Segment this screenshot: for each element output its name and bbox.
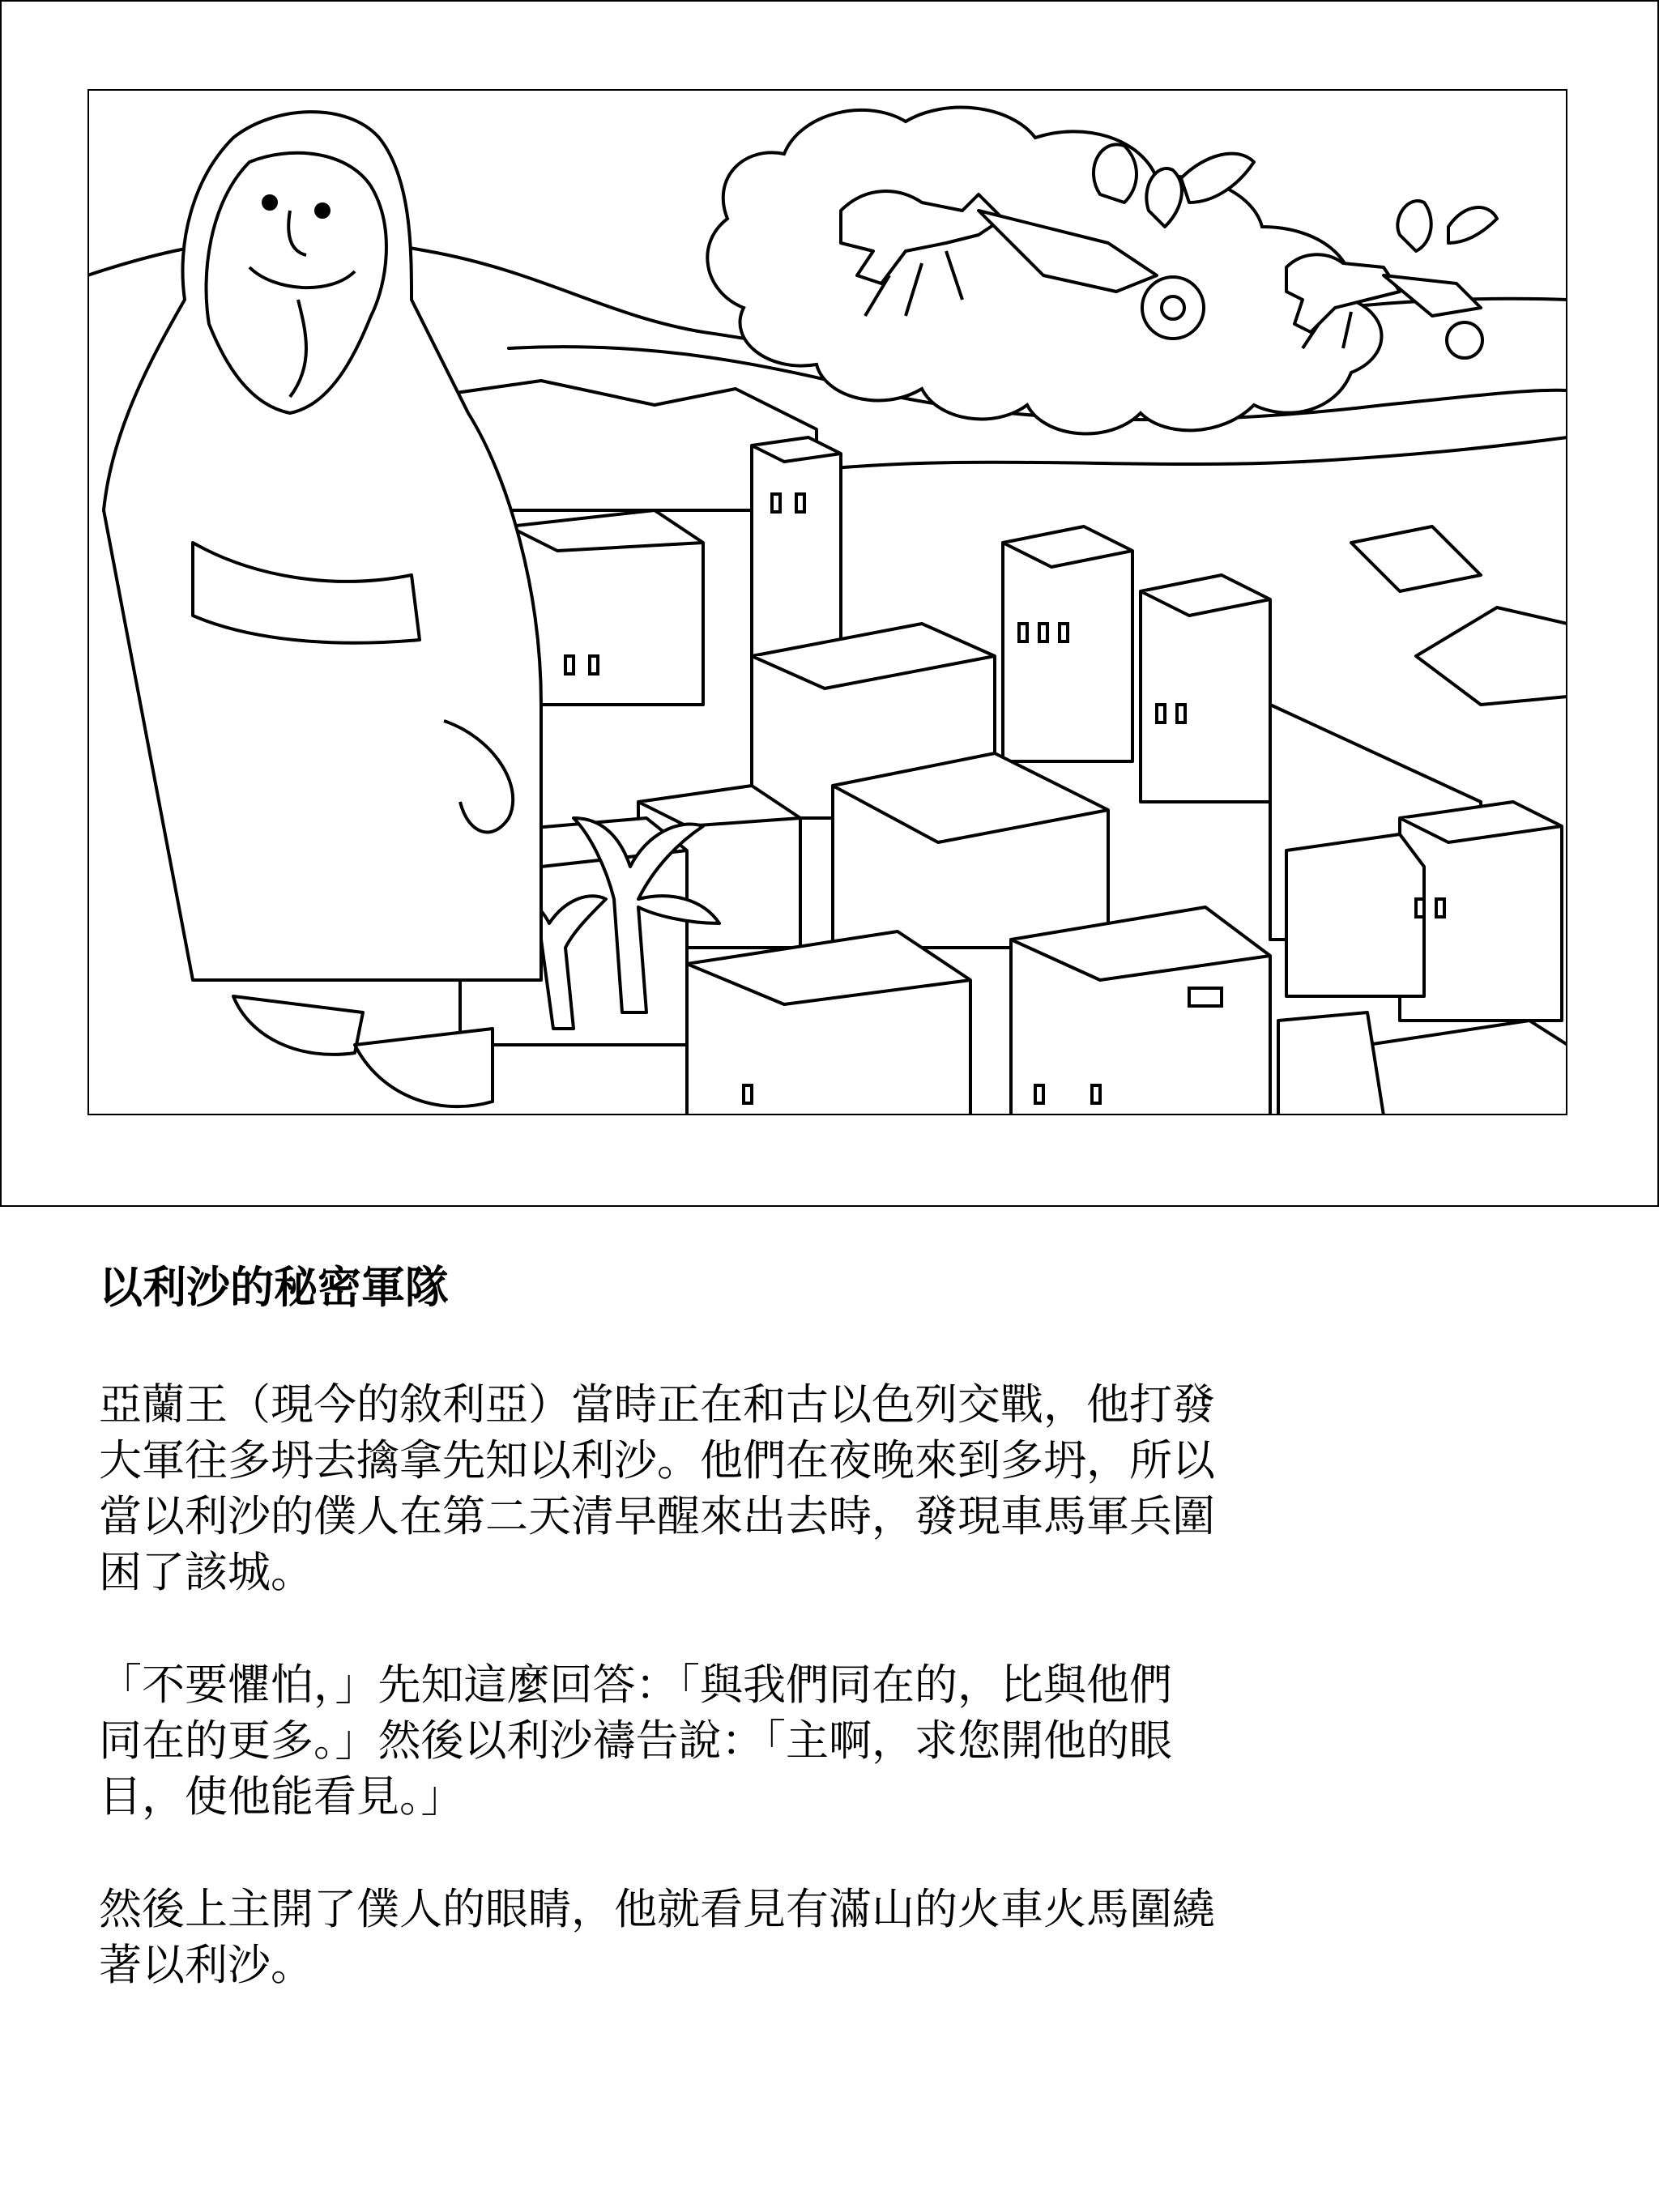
coloring-illustration bbox=[87, 89, 1567, 1115]
story-line: 大軍往多坍去擒拿先知以利沙。他們在夜晚來到多坍，所以 bbox=[99, 1436, 1215, 1485]
story-line: 著以利沙。 bbox=[99, 1941, 313, 1990]
story-line: 目，使他能看見。」 bbox=[99, 1772, 464, 1822]
story-line: 「不要懼怕，」先知這麼回答：「與我們同在的，比與他們 bbox=[99, 1660, 1172, 1710]
story-title: 以利沙的秘密軍隊 bbox=[99, 1262, 449, 1313]
story-paragraph-3 bbox=[99, 1882, 1557, 1993]
story-line: 當以利沙的僕人在第二天清早醒來出去時，發現車馬軍兵圍 bbox=[99, 1492, 1215, 1541]
illustration-svg bbox=[87, 89, 1567, 1115]
story-line: 然後上主開了僕人的眼睛，他就看見有滿山的火車火馬圍繞 bbox=[99, 1885, 1215, 1934]
story-line: 同在的更多。」然後以利沙禱告說：「主啊，求您開他的眼 bbox=[99, 1716, 1172, 1766]
story-paragraph-1 bbox=[99, 1377, 1557, 1600]
story-paragraph-2 bbox=[99, 1657, 1557, 1825]
story-section bbox=[99, 1255, 1557, 2050]
story-line: 亞蘭王（現今的敘利亞）當時正在和古以色列交戰，他打發 bbox=[99, 1380, 1215, 1430]
story-line: 困了該城。 bbox=[99, 1548, 313, 1597]
